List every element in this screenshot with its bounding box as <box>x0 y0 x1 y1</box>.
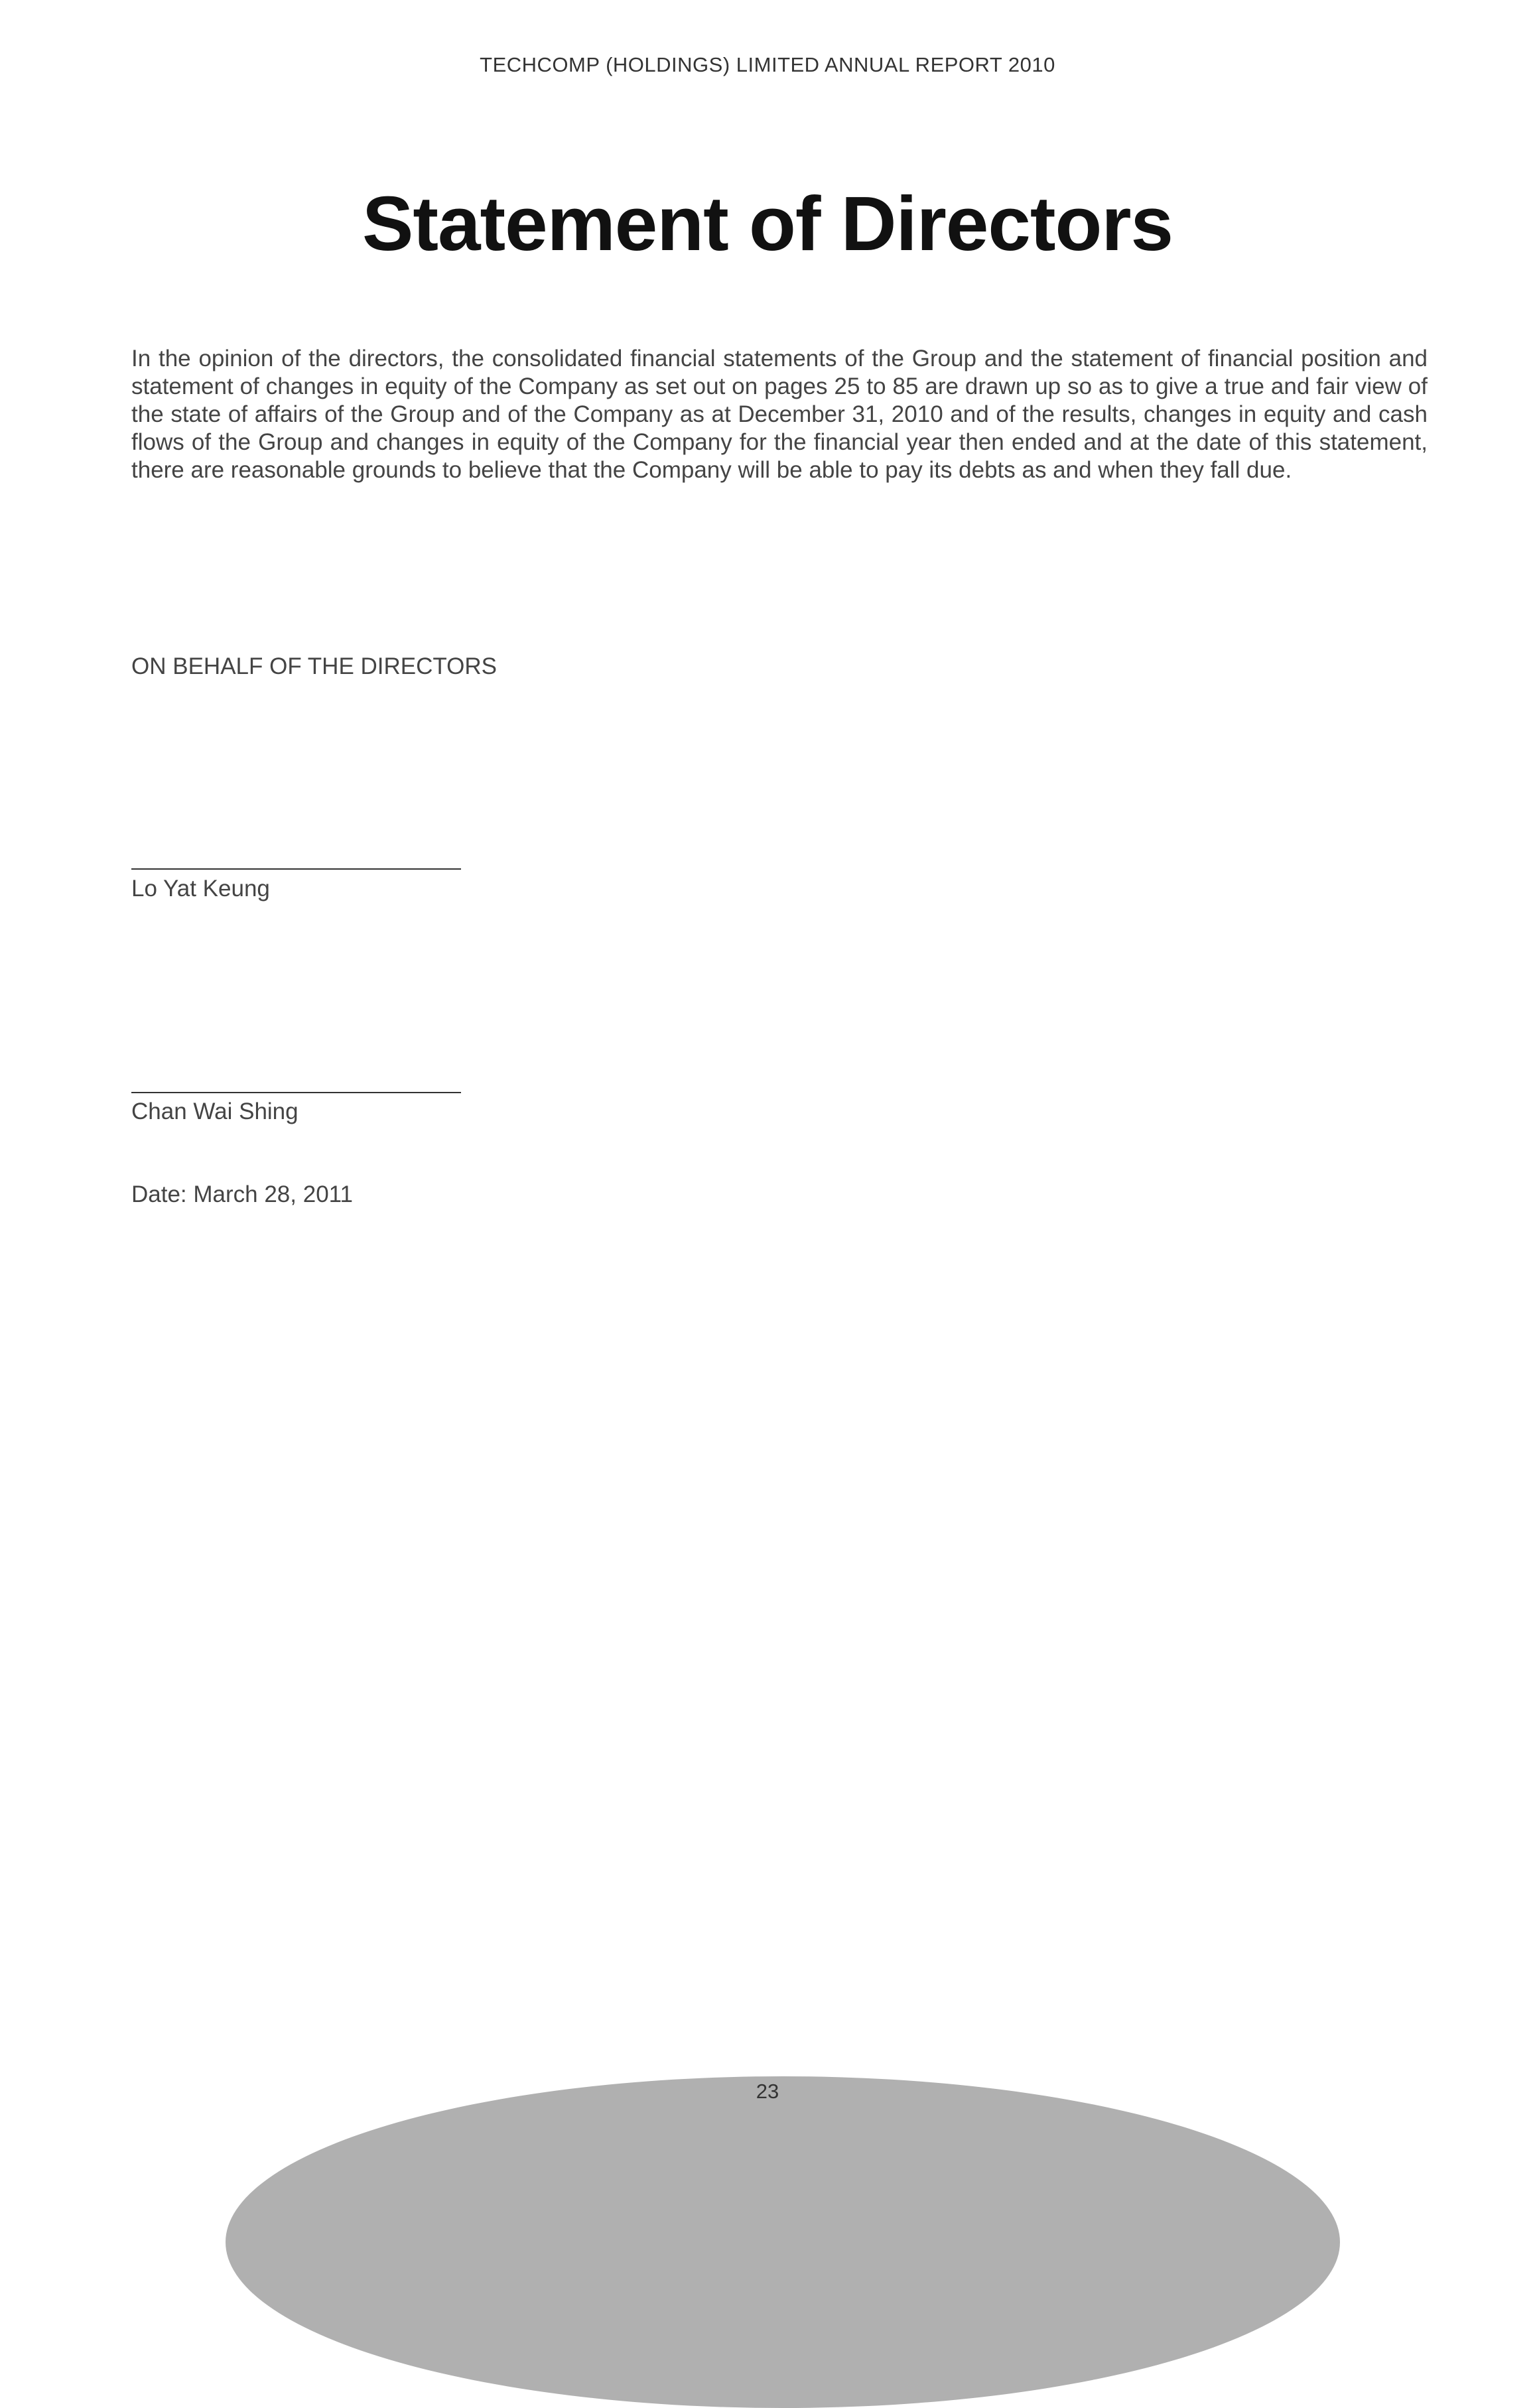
page-title: Statement of Directors <box>362 180 1173 267</box>
signature-line-2 <box>131 1092 461 1093</box>
on-behalf-heading: ON BEHALF OF THE DIRECTORS <box>131 653 498 679</box>
opinion-paragraph: In the opinion of the directors, the consolidated financial statements of the Group and the statement of financial position and statement of changes in equity of the Company as set out on pages 25 to 85 are drawn up so as to give a true and fair view of the state of affairs of the Group and of the Company as at December 31, 2010 and of the results, changes in equity and cash flows of the Group and changes in equity of the Company for the financial year then ended and at the date of this statement, there are reasonable grounds to believe that the Company will be able to pay its debts as and when they fall due. <box>131 346 1428 483</box>
page-number: 23 <box>756 2080 779 2103</box>
running-header: TECHCOMP (HOLDINGS) LIMITED ANNUAL REPORT 2010 <box>480 53 1055 76</box>
signature-line-1 <box>131 868 461 870</box>
statement-date: Date: March 28, 2011 <box>131 1181 353 1207</box>
signatory-name-1: Lo Yat Keung <box>131 876 270 902</box>
signatory-name-2: Chan Wai Shing <box>131 1099 299 1124</box>
footer-decorative-shape <box>226 2076 1340 2408</box>
